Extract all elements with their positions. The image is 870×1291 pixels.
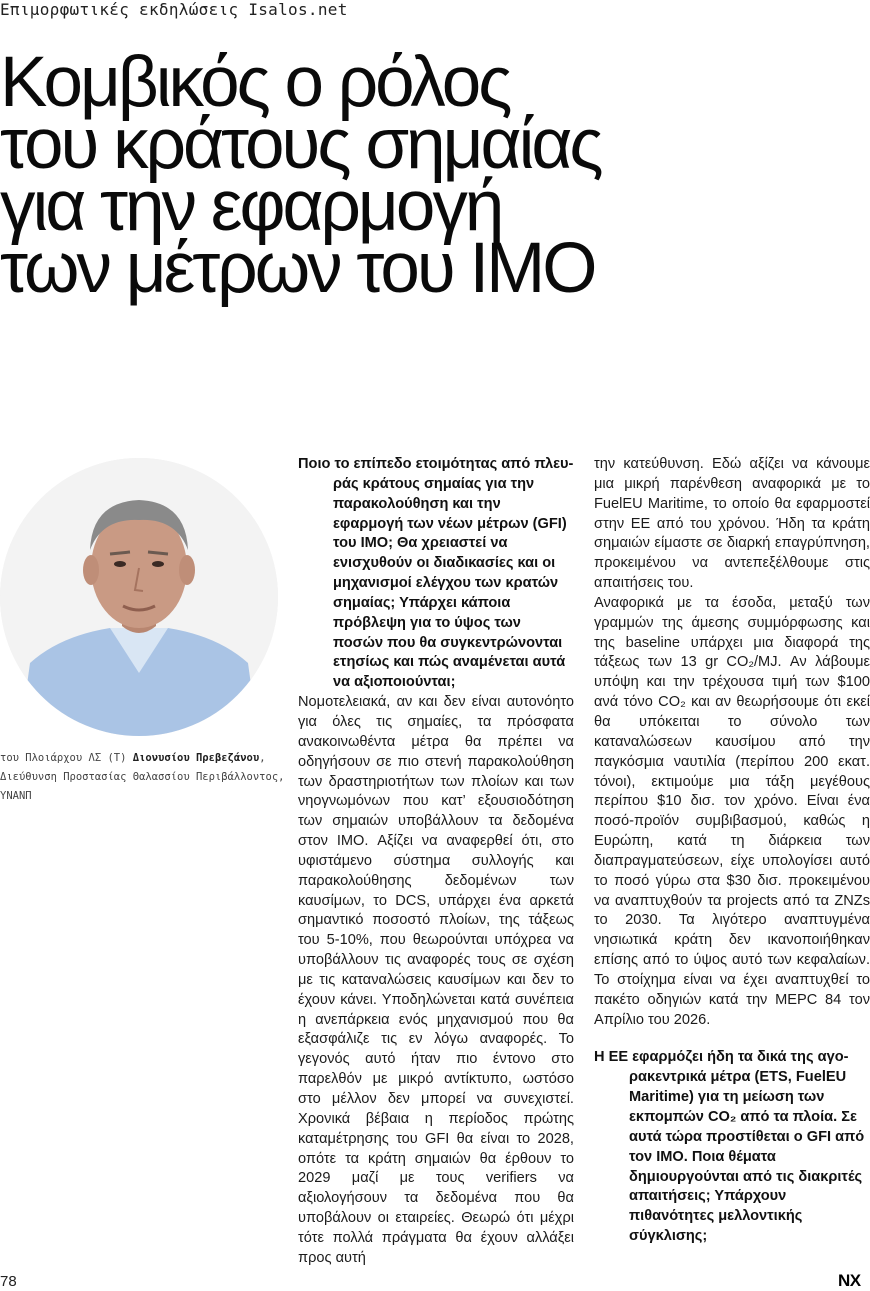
article-column-1 [298, 455, 574, 1269]
author-photo-illustration [0, 458, 278, 736]
answer-paragraph-2: Αναφορικά με τα έσοδα, μεταξύ των γραμμών της άμεσης συμμόρφωσης και της baseline υπάρχει μια διαφορά της τάξεως των 13 gr CO₂/MJ. Αν λάβουμε υπόψη και την τρέχουσα τιμή των $100 ανά τόνο CO₂ και αν θεωρήσουμε ότι εκεί θα υπόκειται το σύνολο των καταναλώσεων καυσίμου από την παγκόσμια ναυτιλία (περίπου 200 εκατ. τόνοι), εκτιμούμε μια τάξη μεγέθους περίπου $10 δισ. τον χρόνο. Είναι ένα ποσό-προϊόν συμβιβασμού, καθώς η Ευρώπη, κατά τη διάρκεια των διαπραγματεύσεων, είχε υπολογίσει αυτό το ποσό γύρω στα $30 δισ. προκειμένου να αναπτυχθούν τα projects από τα ZNZs το 2030. Τα λιγότερο αναπτυγμένα νησιωτικά κράτη δεν ικανοποιήθηκαν επίσης από το ύψος αυτό των κεφαλαίων. Το στοίχημα είναι να έχει αναπτυχθεί το πακέτο οδηγιών κατά την MEPC 84 τον Απρίλιο του 2026. [594, 594, 870, 1028]
title-line: για την εφαρμογή [0, 167, 502, 246]
answer-paragraph-1: Νομοτελειακά, αν και δεν είναι αυτονόητο για όλες τις σημαίες, τα πρόσφατα ανακοινωθέντα μέτρα θα πρέπει να οδηγήσουν σε πιο στενή παρακολούθηση των δραστηριοτήτων των πλοίων και των νηογνωμόνων που κατ’ εξουσιοδότηση των σημαιών υποβάλλουν τα δεδομένα στον IMO. Αξίζει να αναφερθεί ότι, στο υφιστάμενο σύστημα συλλογής και παρακολούθησης δεδομένων των καυσίμων, το DCS, υπάρχει ένα αρκετά σημαντικό ποσοστό πλοίων, της τάξεως του 5-10%, που θεωρούνται υπόχρεα να υποβάλλουν τις αναφορές τους σε σχέση με τις καταναλώσεις καυσίμων και δεν το έχουν κάνει. Υποδηλώνεται κατά συνέπεια η ανεπάρκεια ενός μηχανισμού που θα εξασφάλιζε τις εν λόγω αναφορές. Το γεγονός αυτό ήταν πιο έντονο στο παρελθόν με μικρό αντίκτυπο, ωστόσο στο μέλλον δεν μπορεί να συνεχιστεί. Χρονικά βέβαια η περίοδος πρώτης καταμέτρησης του GFI θα είναι το 2028, οπότε τα κράτη σημαιών θα έρθουν το 2029 μαζί με τους verifiers να αξιολογήσουν τα δεδομένα που θα υποβάλουν οι εταιρείες. Θεωρώ ότι μέχρι τότε πολλά πράγματα θα έχουν αλλάξει προς αυτή [298, 694, 574, 1266]
title-line: των μέτρων του ΙΜΟ [0, 229, 595, 308]
caption-author-name: Διονυσίου Πρεβεζάνου [132, 752, 260, 764]
question-body: ράς κράτους σημαίας για την παρακολούθηση και την εφαρμογή των νέων μέτρων (GFI) του IMO; Θα χρειαστεί να ενισχυθούν οι διαδικασίες και οι μηχανισμοί ελέγχου των κρατών σημαίας; Υπάρχει κάποια πρόβλεψη για το ύψος των ποσών που θα συγκεντρώνονται ετησίως και πώς αναμένεται αυτά να αξιοποιούνται; [333, 475, 567, 691]
photo-caption [0, 749, 285, 806]
interview-question-2 [594, 1048, 870, 1246]
author-portrait [0, 458, 278, 736]
caption-affiliation: , Διεύθυνση Προστασίας Θαλασσίου Περιβάλλοντος, ΥΝΑΝΠ [0, 752, 285, 802]
caption-lead: του Πλοιάρχου ΛΣ (Τ) [0, 752, 133, 764]
question-first-line: Ποιο το επίπεδο ετοιμότητας από πλευ- [298, 456, 574, 472]
interview-question-1 [298, 455, 574, 693]
running-header: Επιμορφωτικές εκδηλώσεις Isalos.net [0, 0, 348, 19]
article-title [0, 43, 860, 308]
answer-paragraph-1-continued: την κατεύθυνση. Εδώ αξίζει να κάνουμε μια μικρή παρένθεση αναφορικά με το FuelEU Maritime, το οποίο θα εφαρμοστεί στην ΕΕ από του χρόνου. Ήδη τα κράτη σημαιών είμαστε σε διαρκή επαγρύπνηση, προκειμένου να αντεπεξέλθουμε στις απαιτήσεις του. [594, 456, 870, 592]
question-body: ρακεντρικά μέτρα (ETS, FuelEU Maritime) για τη μείωση των εκπομπών CO₂ από τα πλοία. Σε αυτά τώρα προστίθεται ο GFI από τον ΙΜΟ. Ποια θέματα δημιουργούνται από τις διακριτές απαιτήσεις; Υπάρχουν πιθανότητες μελλοντικής σύγκλισης; [629, 1069, 865, 1245]
title-line: του κράτους σημαίας [0, 105, 601, 184]
magazine-logo: NX [838, 1271, 861, 1290]
question-first-line: Η ΕΕ εφαρμόζει ήδη τα δικά της αγο- [594, 1049, 849, 1066]
article-column-2 [594, 455, 870, 1247]
page-number: 78 [0, 1273, 17, 1290]
title-line: Κομβικός ο ρόλος [0, 43, 510, 122]
